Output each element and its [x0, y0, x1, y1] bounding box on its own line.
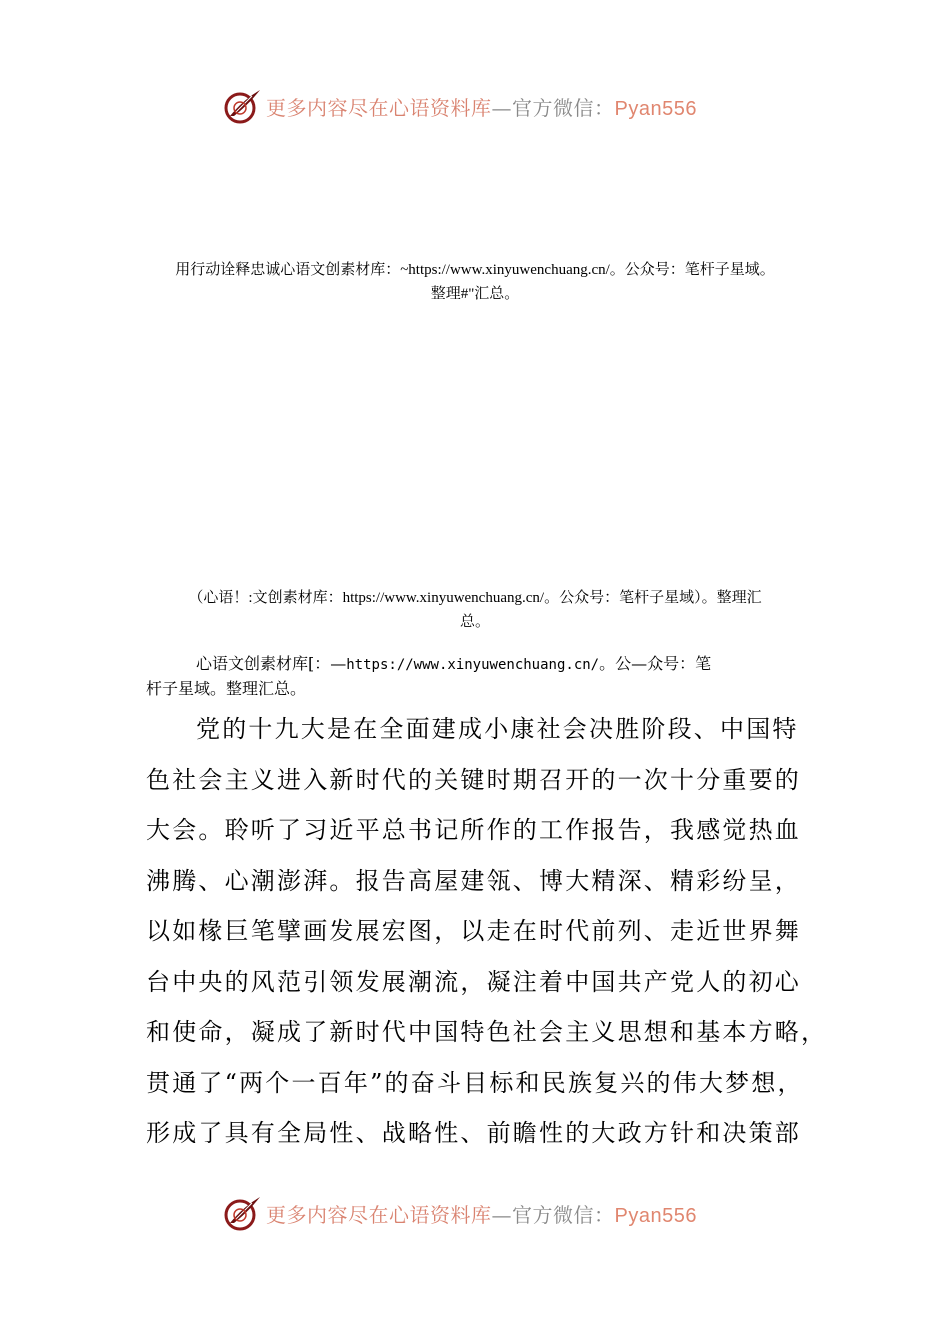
body-line: 色社会主义进入新时代的关键时期召开的一次十分重要的	[146, 765, 801, 794]
quill-logo-icon	[222, 86, 262, 126]
source-suffix: 。公—众号：笔	[599, 654, 712, 673]
source-line1	[146, 652, 806, 677]
banner-wechat-id: Pyan556	[614, 1204, 697, 1227]
note-middle-line2: 总。	[459, 614, 490, 630]
banner-text	[266, 92, 697, 121]
body-line: 形成了具有全局性、战略性、前瞻性的大政方针和决策部	[146, 1119, 801, 1147]
note-middle-line1: （心语！:文创素材库：https://www.xinyuwenchuang.cn/。公众号：笔杆子星域）。整理汇	[188, 590, 762, 606]
note-top-line1: 用行动诠释忠诚心语文创素材库：~https://www.xinyuwenchuang.cn/。公众号：笔杆子星域。	[175, 262, 775, 278]
source-url: https://www.xinyuwenchuang.cn/	[346, 657, 600, 673]
body-line: 贯通了“两个一百年”的奋斗目标和民族复兴的伟大梦想，	[146, 1068, 804, 1097]
banner-site-name: 更多内容尽在心语资料库	[266, 1202, 492, 1227]
article-body	[146, 704, 828, 1159]
banner-text	[266, 1199, 697, 1228]
watermark-note-top	[130, 258, 820, 306]
source-note	[146, 652, 806, 701]
body-line: 沸腾、心潮澎湃。报告高屋建瓴、博大精深、精彩纷呈，	[146, 866, 801, 895]
body-line: 台中央的风范引领发展潮流，凝注着中国共产党人的初心	[146, 967, 801, 996]
body-line: 党的十九大是在全面建成小康社会决胜阶段、中国特	[196, 715, 799, 743]
banner-wechat-id: Pyan556	[614, 97, 697, 120]
body-line: 大会。聆听了习近平总书记所作的工作报告，我感觉热血	[146, 816, 801, 844]
note-top-line2: 整理#"汇总。	[430, 286, 520, 302]
source-line2: 杆子星域。整理汇总。	[146, 679, 307, 698]
watermark-note-middle	[130, 586, 820, 634]
footer-banner	[222, 1191, 742, 1235]
body-line: 以如椽巨笔擘画发展宏图，以走在时代前列、走近世界舞	[146, 917, 801, 945]
quill-logo-icon	[222, 1193, 262, 1233]
banner-wechat-label: —官方微信：	[491, 95, 615, 120]
source-prefix: 心语文创素材库[：—	[196, 654, 347, 673]
banner-wechat-label: —官方微信：	[491, 1202, 615, 1227]
banner-site-name: 更多内容尽在心语资料库	[266, 95, 492, 120]
header-banner	[222, 84, 742, 128]
body-line: 和使命，凝成了新时代中国特色社会主义思想和基本方略，	[146, 1018, 828, 1046]
